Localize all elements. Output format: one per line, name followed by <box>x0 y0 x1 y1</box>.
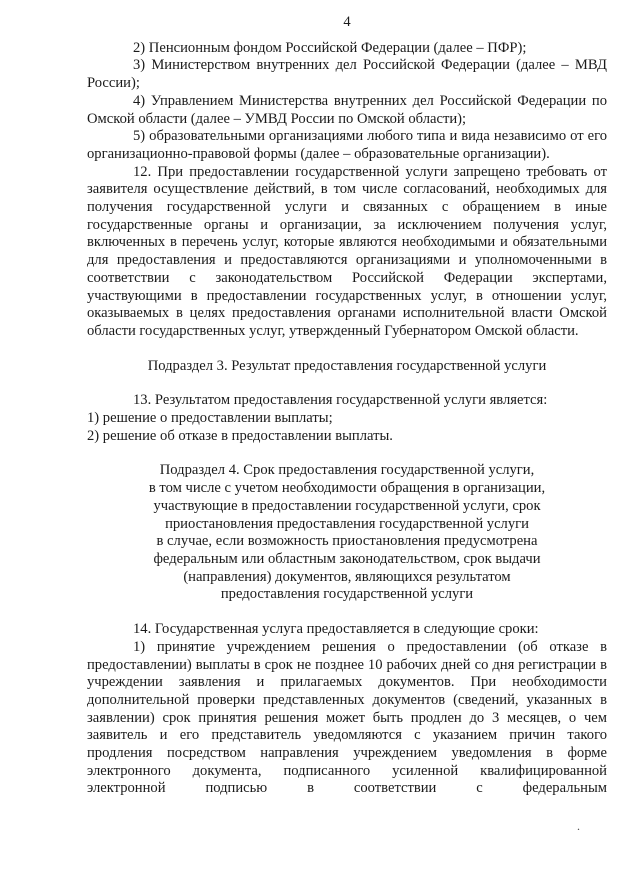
heading-line: участвующие в предоставлении государственной услуги, срок <box>153 497 541 514</box>
paragraph-14: 14. Государственная услуга предоставляется в следующие сроки: <box>133 621 539 638</box>
paragraph-13: 13. Результатом предоставления государственной услуги является: <box>133 392 548 409</box>
paragraph-12: 12. При предоставлении государственной услуги запрещено требовать от заявителя осуществление действий, в том числе согласований, необходимых для получения государственной услуги и связанных с обращением в иные государственные органы и организации, за исключением получения услуг, включенных в перечень услуг, которые являются необходимыми и обязательными для предоставления и предоставляются организациями и уполномоченными в соответствии с законодательством Российской Федерации экспертами, участвующими в предоставлении государственных услуг, в отношении услуг, оказываемых в целях предоставления органами исполнительной власти Омской области государственных услуг, утвержденный Губернатором Омской области. <box>87 163 607 339</box>
heading-line: предоставления государственной услуги <box>220 586 474 603</box>
heading-line: (направления) документов, являющихся результатом <box>183 568 511 585</box>
subsection-4-heading <box>87 462 607 604</box>
paragraph-14-item-1: 1) принятие учреждением решения о предоставлении (об отказе в предоставлении) выплаты в срок не позднее 10 рабочих дней со дня регистрации в учреждении заявления и прилагаемых документов. При необходимости дополнительной проверки представленных документов (сведений, указанных в заявлении) срок принятия решения может быть продлен до 3 месяцев, о чем заявитель и его представитель уведомляются с указанием причин такого продления посредством направления учреждением уведомления в форме электронного документа, подписанного усиленной квалифицированной электронной подписью в соответствии с федеральным <box>87 638 607 797</box>
result-item-1: 1) решение о предоставлении выплаты; <box>87 410 333 427</box>
heading-line: приостановления предоставления государственной услуги <box>165 515 529 532</box>
heading-line: Подраздел 4. Срок предоставления государственной услуги, <box>159 462 535 479</box>
stray-mark: . <box>577 819 580 833</box>
heading-line: в том числе с учетом необходимости обращения в организации, <box>148 480 546 497</box>
document-page <box>87 14 607 798</box>
subsection-3-heading: Подраздел 3. Результат предоставления государственной услуги <box>147 357 547 374</box>
paragraph-educational-orgs: 5) образовательными организациями любого типа и вида независимо от его организационно-правовой формы (далее – образовательные организации). <box>87 128 607 162</box>
paragraph-umvd: 4) Управлением Министерства внутренних дел Российской Федерации по Омской области (далее – УМВД России по Омской области); <box>87 92 607 127</box>
paragraph-mvd: 3) Министерством внутренних дел Российской Федерации (далее – МВД России); <box>87 57 607 92</box>
result-item-2: 2) решение об отказе в предоставлении выплаты. <box>87 427 393 444</box>
page-number: 4 <box>343 14 351 30</box>
paragraph-pfr: 2) Пенсионным фондом Российской Федерации (далее – ПФР); <box>133 39 527 56</box>
heading-line: федеральным или областным законодательством, срок выдачи <box>153 550 541 567</box>
heading-line: в случае, если возможность приостановления предусмотрена <box>156 533 538 550</box>
